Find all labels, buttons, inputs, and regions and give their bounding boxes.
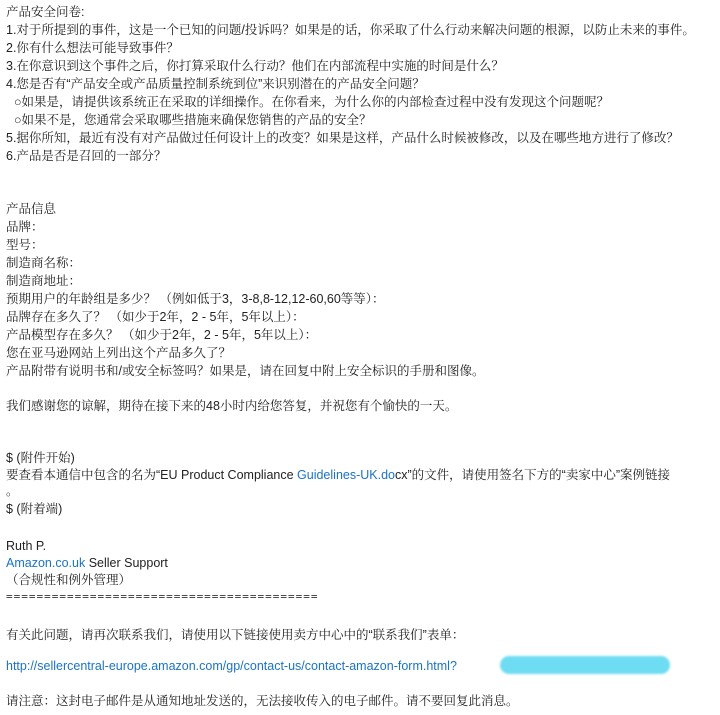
questionnaire-title: 产品安全问卷: xyxy=(6,5,85,19)
question-2: 2.你有什么想法可能导致事件？ xyxy=(6,41,179,55)
redaction-highlight xyxy=(500,656,670,674)
question-4: 4.您是否有“产品安全或产品质量控制系统到位”来识别潜在的产品安全问题？ xyxy=(6,77,425,91)
question-4-option-yes: ○如果是，请提供该系统正在采取的详细操作。在你看来，为什么你的内部检查过程中没有发现这个问题呢？ xyxy=(14,95,610,109)
no-reply-note: 请注意：这封电子邮件是从通知地址发送的，无法接收传入的电子邮件。请不要回复此消息。 xyxy=(6,694,519,708)
divider-rule: ========================================= xyxy=(6,590,319,603)
seller-support-text: Seller Support xyxy=(85,556,168,570)
attachment-file-link[interactable]: Guidelines-UK.do xyxy=(297,468,395,482)
brand-field: 品牌： xyxy=(6,220,44,234)
question-1: 1.对于所提到的事件，这是一个已知的问题/投诉吗？如果是的话，你采取了什么行动来解决问题的根源，以防止未来的事件。 xyxy=(6,23,695,37)
product-info-heading: 产品信息 xyxy=(6,202,57,216)
listing-age-field: 您在亚马逊网站上列出这个产品多久了？ xyxy=(6,346,232,360)
attachment-description xyxy=(6,467,670,484)
signature-company xyxy=(6,555,168,572)
question-3: 3.在你意识到这个事件之后，你打算采取什么行动？他们在内部流程中实施的时间是什么？ xyxy=(6,59,504,73)
signature-department: （合规性和例外管理） xyxy=(6,573,132,587)
amazon-co-uk-link[interactable]: Amazon.co.uk xyxy=(6,556,86,570)
contact-text: 有关此问题，请再次联系我们，请使用以下链接使用卖方中心中的“联系我们”表单： xyxy=(6,628,465,642)
contact-url-link[interactable]: http://sellercentral-europe.amazon.com/gp/contact-us/contact-amazon-form.html? xyxy=(6,659,457,673)
question-6: 6.产品是否是召回的一部分？ xyxy=(6,149,167,163)
thanks-text: 我们感谢您的谅解，期待在接下来的48小时内给您答复，并祝您有个愉快的一天。 xyxy=(6,399,458,413)
model-field: 型号： xyxy=(6,238,44,252)
manufacturer-name-field: 制造商名称： xyxy=(6,256,82,270)
attachment-text-prefix: 要查看本通信中包含的名为“EU Product Compliance xyxy=(6,468,298,482)
attachment-period: 。 xyxy=(6,484,19,498)
model-age-field: 产品模型存在多久？ （如少于2年，2 - 5年，5年以上）： xyxy=(6,328,318,342)
attachment-end: $ (附着端) xyxy=(6,502,63,516)
age-group-field: 预期用户的年龄组是多少？ （例如低于3，3-8,8-12,12-60,60等等）： xyxy=(6,292,385,306)
attachment-start: $ (附件开始) xyxy=(6,451,75,465)
question-4-option-no: ○如果不是，您通常会采取哪些措施来确保您销售的产品的安全？ xyxy=(14,113,372,127)
manual-field: 产品附带有说明书和/或安全标签吗？如果是，请在回复中附上安全标识的手册和图像。 xyxy=(6,364,485,378)
attachment-text-suffix: cx”的文件，请使用签名下方的“卖家中心”案例链接 xyxy=(395,468,670,482)
question-5: 5.据你所知，最近有没有对产品做过任何设计上的改变？如果是这样，产品什么时候被修改，以及在哪些地方进行了修改？ xyxy=(6,131,679,145)
signature-name: Ruth P. xyxy=(6,539,47,553)
manufacturer-address-field: 制造商地址： xyxy=(6,274,82,288)
brand-age-field: 品牌存在多久了？ （如少于2年，2 - 5年，5年以上）： xyxy=(6,310,305,324)
